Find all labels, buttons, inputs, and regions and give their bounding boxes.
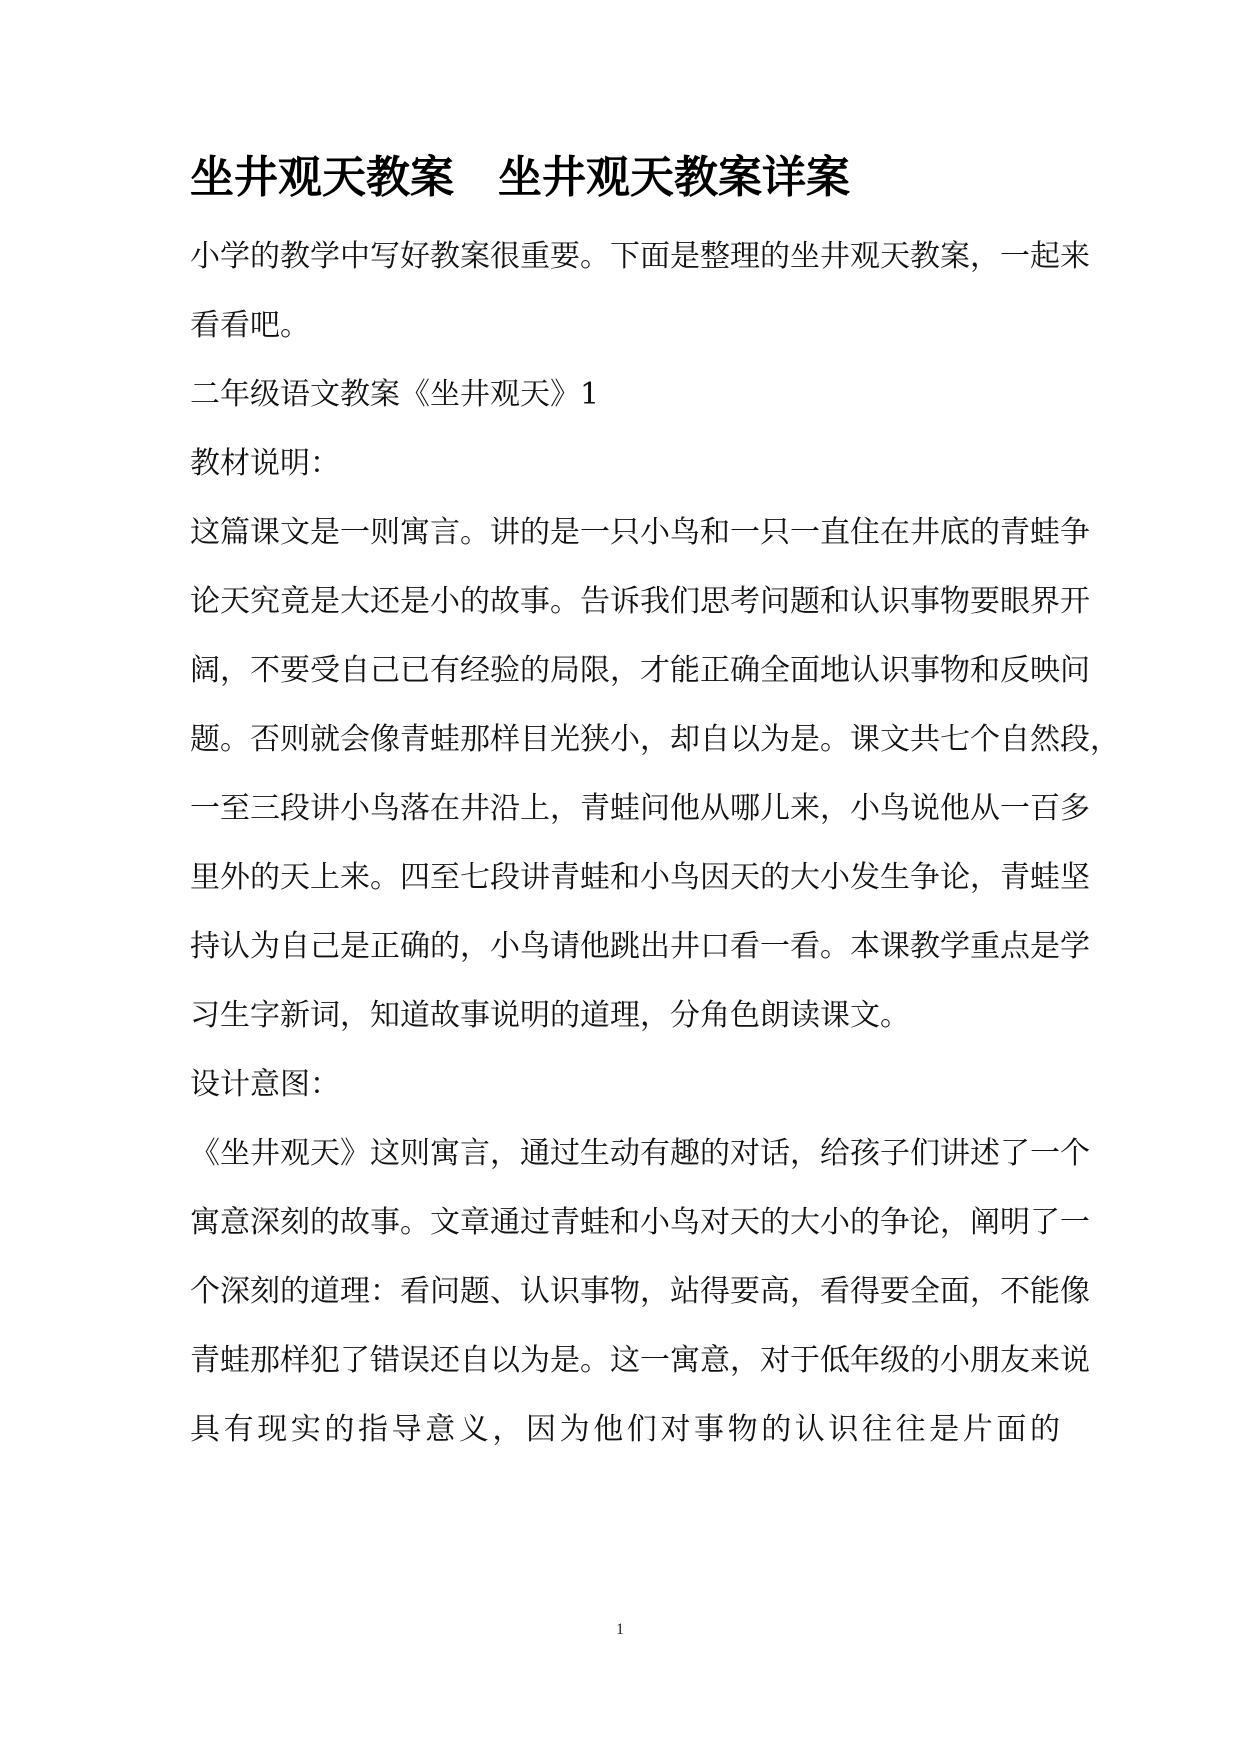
paragraph-line: 阔，不要受自己已有经验的局限，才能正确全面地认识事物和反映问 bbox=[190, 653, 1090, 688]
paragraph-line: 里外的天上来。四至七段讲青蛙和小鸟因天的大小发生争论，青蛙坚 bbox=[190, 860, 1090, 895]
paragraph-line: 持认为自己是正确的，小鸟请他跳出井口看一看。本课教学重点是学 bbox=[190, 929, 1090, 964]
paragraph-line: 具有现实的指导意义，因为他们对事物的认识往往是片面的 bbox=[190, 1412, 1060, 1447]
paragraph-line: 《坐井观天》这则寓言，通过生动有趣的对话，给孩子们讲述了一个 bbox=[190, 1136, 1090, 1171]
page-number: 1 bbox=[616, 1621, 624, 1638]
paragraph-line: 一至三段讲小鸟落在井沿上，青蛙问他从哪儿来，小鸟说他从一百多 bbox=[190, 791, 1090, 826]
section-heading: 二年级语文教案《坐井观天》1 bbox=[190, 377, 600, 412]
section-heading: 教材说明： bbox=[190, 446, 340, 481]
paragraph-line: 题。否则就会像青蛙那样目光狭小，却自以为是。课文共七个自然段， bbox=[190, 722, 1120, 757]
paragraph-line: 小学的教学中写好教案很重要。下面是整理的坐井观天教案，一起来 bbox=[190, 239, 1090, 274]
paragraph-line: 习生字新词，知道故事说明的道理，分角色朗读课文。 bbox=[190, 998, 910, 1033]
paragraph-line: 论天究竟是大还是小的故事。告诉我们思考问题和认识事物要眼界开 bbox=[190, 584, 1090, 619]
document-title: 坐井观天教案 坐井观天教案详案 bbox=[190, 152, 850, 203]
paragraph-line: 看看吧。 bbox=[190, 308, 310, 343]
paragraph-line: 青蛙那样犯了错误还自以为是。这一寓意，对于低年级的小朋友来说 bbox=[190, 1343, 1090, 1378]
paragraph-line: 个深刻的道理：看问题、认识事物，站得要高，看得要全面，不能像 bbox=[190, 1274, 1090, 1309]
paragraph-line: 这篇课文是一则寓言。讲的是一只小鸟和一只一直住在井底的青蛙争 bbox=[190, 515, 1090, 550]
section-heading: 设计意图： bbox=[190, 1067, 340, 1102]
paragraph-line: 寓意深刻的故事。文章通过青蛙和小鸟对天的大小的争论，阐明了一 bbox=[190, 1205, 1090, 1240]
